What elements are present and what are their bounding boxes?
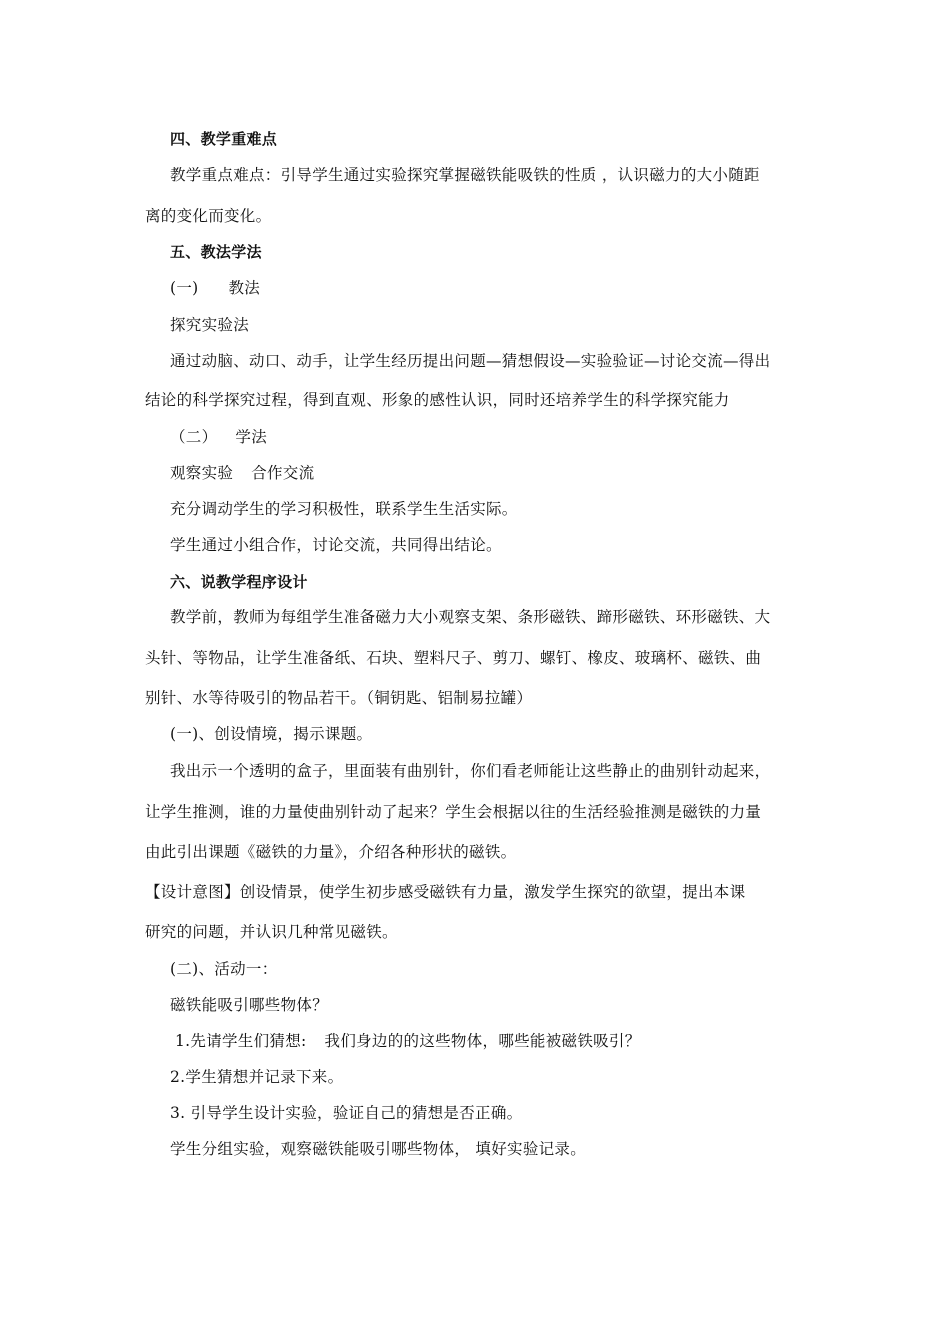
section-heading-4: 四、教学重难点 <box>170 130 278 148</box>
paragraph-line: 我出示一个透明的盒子，里面装有曲别针，你们看老师能让这些静止的曲别针动起来， <box>170 762 771 780</box>
paragraph-line: 【设计意图】创设情景，使学生初步感受磁铁有力量，激发学生探究的欲望，提出本课 <box>145 883 746 901</box>
section-heading-6: 六、说教学程序设计 <box>170 573 308 591</box>
subheading-activity: (二)、活动一： <box>170 960 278 978</box>
paragraph-line: 由此引出课题《磁铁的力量》，介绍各种形状的磁铁。 <box>145 843 517 861</box>
list-item-lead: 1.先请学生们猜想: <box>175 1032 307 1050</box>
paragraph-line: 研究的问题，并认识几种常见磁铁。 <box>145 923 398 941</box>
subheading-number: (一) <box>170 279 199 297</box>
paragraph-line: 让学生推测，谁的力量使曲别针动了起来？学生会根据以往的生活经验推测是磁铁的力量 <box>145 803 762 821</box>
paragraph-line: 探究实验法 <box>170 316 250 334</box>
paragraph-line: 离的变化而变化。 <box>145 207 272 225</box>
list-item <box>175 1031 845 1051</box>
subheading-teaching-method <box>170 278 840 298</box>
method-item: 合作交流 <box>251 464 315 482</box>
paragraph-line: 教学前，教师为每组学生准备磁力大小观察支架、条形磁铁、蹄形磁铁、环形磁铁、大 <box>170 608 771 626</box>
subheading-label: 学法 <box>235 428 268 446</box>
paragraph-line: 学生分组实验，观察磁铁能吸引哪些物体， 填好实验记录。 <box>170 1140 587 1158</box>
list-item-text: 我们身边的的这些物体，哪些能被磁铁吸引？ <box>324 1032 641 1050</box>
subheading-number: （二） <box>170 428 218 446</box>
paragraph-line: 别针、水等待吸引的物品若干。（铜钥匙、铝制易拉罐） <box>145 689 533 707</box>
subheading-activity: (一)、创设情境，揭示课题。 <box>170 725 373 743</box>
paragraph-line: 教学重点难点：引导学生通过实验探究掌握磁铁能吸铁的性质 ，认识磁力的大小随距 <box>170 166 760 184</box>
subheading-label: 教法 <box>228 279 261 297</box>
paragraph-line: 头针、等物品，让学生准备纸、石块、塑料尺子、剪刀、螺钉、橡皮、玻璃杯、磁铁、曲 <box>145 649 762 667</box>
method-item: 观察实验 <box>170 464 234 482</box>
paragraph-line: 结论的科学探究过程，得到直观、形象的感性认识，同时还培养学生的科学探究能力 <box>145 391 730 409</box>
paragraph-line: 充分调动学生的学习积极性，联系学生生活实际。 <box>170 500 518 518</box>
paragraph-line: 学生通过小组合作，讨论交流，共同得出结论。 <box>170 536 502 554</box>
paragraph-line: 磁铁能吸引哪些物体？ <box>170 996 329 1014</box>
list-item: 2.学生猜想并记录下来。 <box>170 1068 344 1086</box>
list-item: 3. 引导学生设计实验，验证自己的猜想是否正确。 <box>170 1104 523 1122</box>
paragraph-line <box>170 463 840 483</box>
section-heading-5: 五、教法学法 <box>170 243 262 261</box>
paragraph-line: 通过动脑、动口、动手，让学生经历提出问题—猜想假设—实验验证—讨论交流—得出 <box>170 352 771 370</box>
subheading-learning-method <box>170 427 840 447</box>
